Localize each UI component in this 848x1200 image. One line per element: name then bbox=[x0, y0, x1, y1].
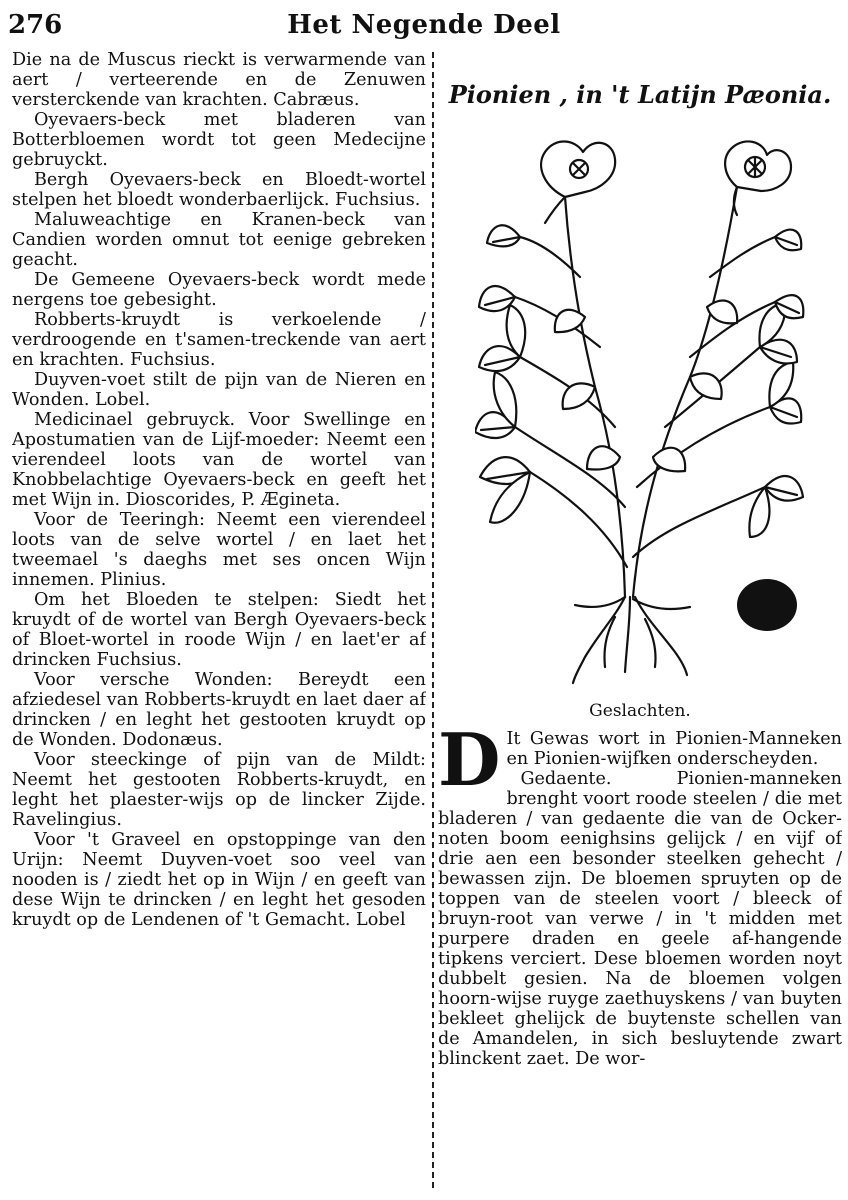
right-column bbox=[438, 50, 842, 1195]
first-paragraph bbox=[438, 717, 842, 802]
caption: Geslachten. bbox=[589, 701, 691, 721]
paragraph: Robberts-kruydt is verkoelende / verdroogende en t'samen-treckende van aert en krachten. Fuchsius. bbox=[12, 310, 426, 370]
paragraph: Medicinael gebruyck. Voor Swellinge en Apostumatien van de Lijf-moeder: Neemt een vierendeel loots van de wortel van Knobbelachtige Oyevaers-beck en geeft het met Wijn in. Dioscorides, P. Ægineta. bbox=[12, 410, 426, 510]
page-header bbox=[0, 4, 848, 44]
right-column-text bbox=[438, 717, 842, 1069]
page-number: 276 bbox=[8, 10, 63, 40]
column-divider bbox=[432, 52, 434, 1188]
peony-plant-woodcut-icon bbox=[475, 127, 805, 687]
paragraph: Die na de Muscus rieckt is verwarmende van aert / verteerende en de Zenuwen versterckende van krachten. Cabræus. bbox=[12, 50, 426, 110]
paragraph: Voor versche Wonden: Bereydt een afziedesel van Robberts-kruydt en laet daer af drincken / en leght het gestooten kruydt op de Wonden. Dodonæus. bbox=[12, 670, 426, 750]
left-column bbox=[12, 50, 426, 1190]
paragraph: Voor steeckinge of pijn van de Mildt: Neemt het gestooten Robberts-kruydt, en leght het plaester-wijs op de lincker Zijde. Ravelingius. bbox=[12, 750, 426, 830]
first-paragraph-text: It Gewas wort in Pionien-Manneken en Pionien-wijfken onderscheyden. bbox=[506, 729, 842, 769]
paragraph: Voor 't Graveel en opstoppinge van den Urijn: Neemt Duyven-voet soo veel van nooden is / ziedt het op in Wijn / en geeft van dese Wijn te drincken / en leght het gesoden kruydt op de Lendenen of 't Gemacht. Lobel bbox=[12, 830, 426, 930]
paragraph: Duyven-voet stilt de pijn van de Nieren en Wonden. Lobel. bbox=[12, 370, 426, 410]
running-head: Het Negende Deel bbox=[287, 10, 561, 40]
paragraph: Bergh Oyevaers-beck en Bloedt-wortel stelpen het bloedt wonderbaerlijck. Fuchsius. bbox=[12, 170, 426, 210]
section-title: Pionien , in 't Latijn Pæonia. bbox=[448, 80, 832, 109]
paragraph: De Gemeene Oyevaers-beck wordt mede nergens toe gebesight. bbox=[12, 270, 426, 310]
paragraph: Gedaente. Pionien-manneken brenght voort roode steelen / die met bladeren / van gedaente die van de Ocker-noten boom eenighsins gelijck / en vijf of drie aen een besonder steelken gehecht / bewassen zijn. De bloemen spruyten op de toppen van de steelen voort / bleeck of bruyn-root van verwe / in 't midden met purpere draden en geele af-hangende tipkens verciert. Dese bloemen worden noyt dubbelt gesien. Na de bloemen volgen hoorn-wijse ruyge zaethuyskens / van buyten bekleet ghelijck de buytenste schellen van de Amandelen, in sich besluytende zwart blinckent zaet. De wor- bbox=[438, 769, 842, 1069]
drop-cap: D bbox=[438, 717, 501, 802]
paragraph: Oyevaers-beck met bladeren van Botterbloemen wordt tot geen Medecijne gebruyckt. bbox=[12, 110, 426, 170]
paragraph: Maluweachtige en Kranen-beck van Candien worden omnut tot eenige gebreken geacht. bbox=[12, 210, 426, 270]
paragraph: Om het Bloeden te stelpen: Siedt het kruydt of de wortel van Bergh Oyevaers-beck of Bloet-wortel in roode Wijn / en laet'er af drincken Fuchsius. bbox=[12, 590, 426, 670]
paragraph: Voor de Teeringh: Neemt een vierendeel loots van de selve wortel / en laet het tweemael 's daeghs met ses oncen Wijn innemen. Plinius. bbox=[12, 510, 426, 590]
